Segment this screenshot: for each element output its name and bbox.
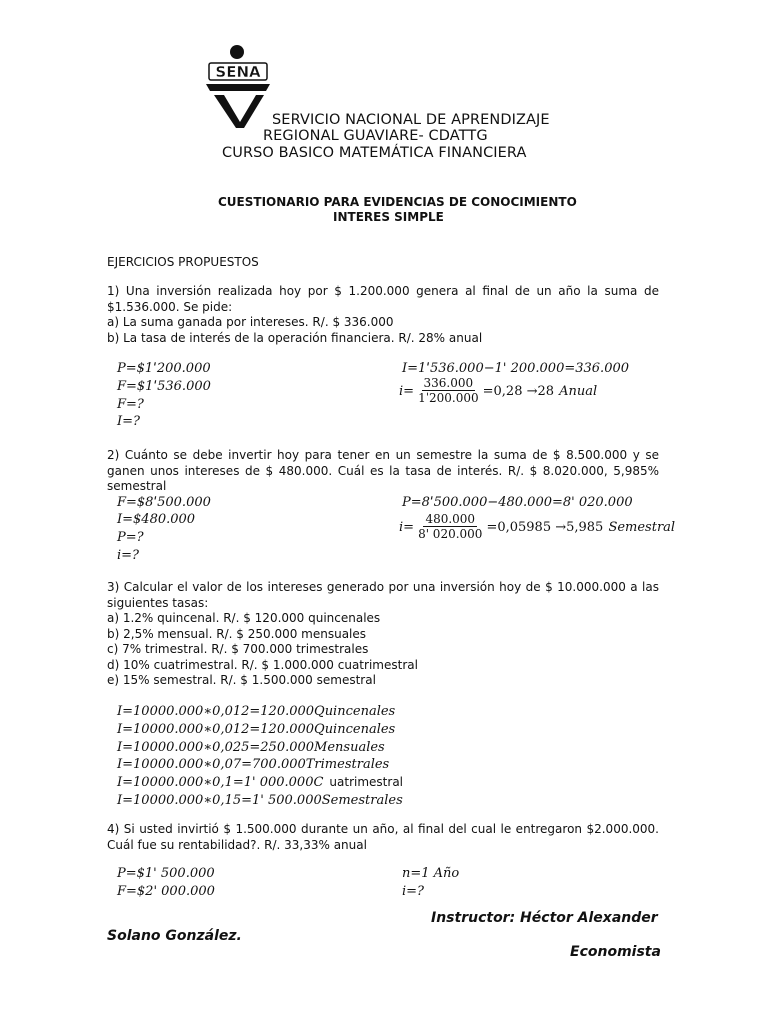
sena-logo [200,40,280,130]
ex3-eq5-unit: C [313,775,324,790]
ex3-eq4-unit: Trimestrales [305,757,390,772]
ex3-eq5-expr: I=10000.000∗0,1=1' 000.000 [117,775,314,790]
ex2-unknown-p: P=? [117,530,144,545]
ex1-rate-prefix: i= [399,384,415,399]
exercise-4-statement: 4) Si usted invirtió $ 1.500.000 durante un año, al final del cual le entregaron $2.000.000. Cuál fue su rentabilidad?. R/. 33,33% anual [107,822,659,852]
ex3-equation-6 [117,789,403,808]
ex3-eq1-unit: Quincenales [314,704,396,719]
ex2-denominator: 8' 020.000 [418,527,483,541]
ex3-eq3-expr: I=10000.000∗0,025=250.000 [117,740,315,755]
ex4-given-f: F=$2' 000.000 [117,884,215,899]
exercise-3-item-c: c) 7% trimestral. R/. $ 700.000 trimestrales [107,642,369,656]
ex3-eq3-unit: Mensuales [314,740,385,755]
ex2-numerator: 480.000 [425,512,476,526]
ex1-fraction [416,376,481,405]
exercise-3-item-d: d) 10% cuatrimestral. R/. $ 1.000.000 cuatrimestral [107,657,418,672]
header-line-2: REGIONAL GUAVIARE- CDATTG [263,128,488,144]
ex3-equation-4 [117,753,389,772]
signature-instructor: Instructor: Héctor Alexander [431,910,658,926]
exercise-1-statement: 1) Una inversión realizada hoy por $ 1.200.000 genera al final de un año la suma de $1.536.000. Se pide: [107,284,659,314]
ex2-principal-calc: P=8ˈ500.000−480.000=8' 020.000 [402,495,633,510]
ex1-given-f: F=$1ˈ536.000 [117,379,211,394]
ex1-given-p: P=$1ˈ200.000 [117,361,211,376]
ex2-rate-calc [399,512,675,541]
ex3-eq2-unit: Quincenales [314,722,396,737]
exercise-3-statement: 3) Calcular el valor de los intereses generado por una inversión hoy de $ 10.000.000 a las siguientes tasas: [107,580,659,610]
ex2-rate-prefix: i= [399,520,415,535]
signature-surname: Solano González. [107,928,242,944]
ex1-numerator: 336.000 [423,376,474,390]
exercise-2-text [107,448,659,495]
ex3-equation-1 [117,700,395,719]
header-line-3: CURSO BASICO MATEMÁTICA FINANCIERA [222,145,527,161]
ex1-rate-result: =0,28 →28 [482,384,555,399]
ex3-eq2-expr: I=10000.000∗0,012=120.000 [117,722,315,737]
ex1-rate-unit: Anual [559,384,598,399]
exercise-3-text [107,580,659,689]
ex3-equation-2 [117,718,395,737]
logo-text: SENA [215,63,261,81]
ex3-eq6-expr: I=10000.000∗0,15=1' 500.000 [117,793,322,808]
exercise-3-item-b: b) 2,5% mensual. R/. $ 250.000 mensuales [107,626,367,641]
ex2-rate-unit: Semestral [608,520,676,535]
subheader-line-1: CUESTIONARIO PARA EVIDENCIAS DE CONOCIMIENTO [218,195,577,209]
ex2-rate-result: =0,05985 →5,985 [486,520,604,535]
ex2-unknown-i: i=? [117,548,140,563]
ex1-denominator: 1ˈ200.000 [418,391,479,405]
ex1-rate-calc [399,376,597,405]
ex3-eq5-tail: uatrimestral [329,775,404,789]
exercise-3-item-e: e) 15% semestral. R/. $ 1.500.000 semestral [107,673,376,687]
signature-title: Economista [570,944,661,960]
section-title: EJERCICIOS PROPUESTOS [107,255,259,269]
ex2-fraction [416,512,484,541]
ex2-given-f: F=$8ˈ500.000 [117,495,211,510]
ex3-eq6-unit: Semestrales [321,793,403,808]
ex3-equation-5 [117,771,403,790]
ex4-given-p: P=$1' 500.000 [117,866,215,881]
exercise-4-text [107,822,659,853]
exercise-3-item-a: a) 1.2% quincenal. R/. $ 120.000 quincenales [107,611,381,625]
ex4-unknown-i: i=? [402,884,425,899]
header-line-1: SERVICIO NACIONAL DE APRENDIZAJE [272,112,550,128]
ex2-given-i: I=$480.000 [117,512,196,527]
ex4-given-n: n=1 Año [402,866,460,881]
exercise-1-item-b: b) La tasa de interés de la operación financiera. R/. 28% anual [107,330,483,345]
ex1-interest-calc: I=1ˈ536.000−1' 200.000=336.000 [402,361,630,376]
exercise-1-text [107,284,659,346]
exercise-2-statement: 2) Cuánto se debe invertir hoy para tener en un semestre la suma de $ 8.500.000 y se ganen unos intereses de $ 480.000. Cuál es la tasa de interés. R/. $ 8.020.000, 5,985% semestral [107,448,659,493]
ex1-unknown-i: I=? [117,414,140,429]
ex3-eq1-expr: I=10000.000∗0,012=120.000 [117,704,315,719]
ex3-eq4-expr: I=10000.000∗0,07=700.000 [117,757,306,772]
ex1-unknown-f: F=? [117,397,144,412]
subheader-line-2: INTERES SIMPLE [333,210,444,224]
exercise-1-item-a: a) La suma ganada por intereses. R/. $ 336.000 [107,315,394,329]
